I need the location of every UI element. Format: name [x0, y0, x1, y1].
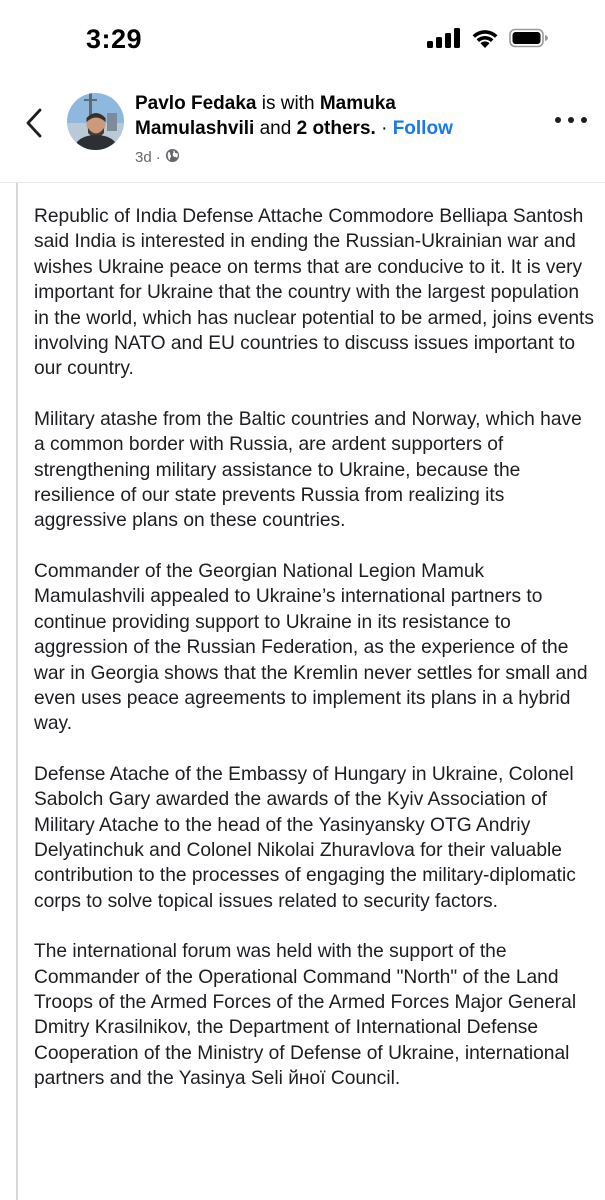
avatar[interactable]	[67, 93, 124, 150]
post-paragraph: Commander of the Georgian National Legion Mamuk Mamulashvili appealed to Ukraine’s international partners to continue providing support to Ukraine in its resistance to aggression of the Russian Federation, as the experience of the war in Georgia shows that the Kremlin never settles for small and even uses peace agreements to implement its plans in a hybrid way.	[34, 560, 588, 735]
wifi-icon	[471, 28, 499, 53]
cellular-signal-icon	[427, 28, 461, 53]
post-paragraph: Military atashe from the Baltic countries and Norway, which have a common border with Russia, are ardent supporters of strengthening military assistance to Ukraine, because the resilience of our state prevents Russia from realizing its aggressive plans on these countries.	[34, 408, 582, 532]
others-link[interactable]: 2 others.	[296, 118, 376, 139]
post-body	[34, 204, 594, 1117]
battery-icon	[509, 28, 549, 53]
post-header-text	[135, 91, 520, 141]
back-button[interactable]	[20, 106, 48, 140]
more-options-button[interactable]	[555, 110, 587, 130]
post-paragraph: Republic of India Defense Attache Commodore Belliapa Santosh said India is interested in ending the Russian-Ukrainian war and wishes Ukraine peace on terms that are conducive to it. It is very important for Ukraine that the country with the largest population in the world, which has nuclear potential to be armed, joins events involving NATO and EU countries to discuss issues important to our country.	[34, 206, 594, 380]
status-icons	[427, 28, 549, 53]
status-bar	[0, 0, 605, 82]
more-dot-icon	[581, 117, 587, 123]
and-text: and	[254, 118, 297, 139]
post-left-border	[16, 183, 18, 1200]
more-dot-icon	[555, 117, 561, 123]
post-header	[0, 84, 605, 182]
more-dot-icon	[568, 117, 574, 123]
post-meta	[135, 148, 180, 167]
follow-button[interactable]: Follow	[392, 118, 453, 139]
post-paragraph: The international forum was held with the support of the Commander of the Operational Command "North" of the Land Troops of the Armed Forces of the Armed Forces Major General Dmitry Krasilnikov, the Department of International Defense Cooperation of the Ministry of Defense of Ukraine, international partners and the Yasinya Seli йної Council.	[34, 941, 577, 1090]
header-separator: ·	[375, 118, 393, 139]
globe-icon	[165, 148, 180, 167]
header-divider	[0, 182, 605, 183]
chevron-left-icon	[25, 108, 43, 138]
post-timestamp[interactable]: 3d	[135, 149, 152, 166]
meta-separator: ·	[155, 149, 161, 166]
tagged-person[interactable]: Mamuka Mamulashvili	[135, 93, 396, 139]
with-text: is with	[256, 93, 320, 114]
post-paragraph: Defense Atache of the Embassy of Hungary in Ukraine, Colonel Sabolch Gary awarded the awards of the Kyiv Association of Military Atache to the head of the Yasinyansky OTG Andriy Delyatinchuk and Colonel Nikolai Zhuravlova for their valuable contribution to the processes of engaging the military-diplomatic corps to solve topical issues related to security factors.	[34, 763, 576, 912]
author-name[interactable]: Pavlo Fedaka	[135, 93, 257, 114]
status-time: 3:29	[86, 24, 143, 54]
